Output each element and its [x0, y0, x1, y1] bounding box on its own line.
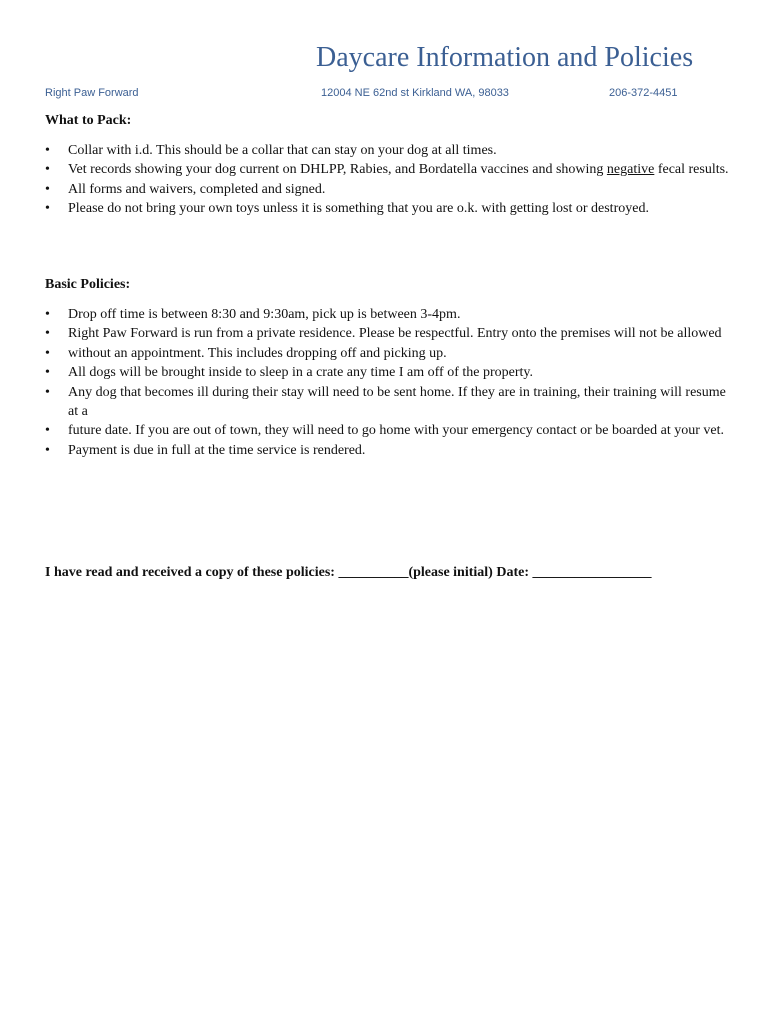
bullet-icon: • [45, 384, 50, 400]
list-item-text: All forms and waivers, completed and signed. [68, 181, 326, 197]
list-item [45, 344, 735, 363]
list-item [45, 199, 735, 218]
list-item-text: Vet records showing your dog current on DHLPP, Rabies, and Bordatella vaccines and showing [68, 162, 607, 178]
bullet-icon: • [45, 442, 50, 458]
acknowledgement-line: I have read and received a copy of these policies: __________(please initial) Date: _________________ [45, 565, 652, 580]
bullet-icon: • [45, 201, 50, 217]
list-item-text: Right Paw Forward is run from a private residence. Please be respectful. Entry onto the premises will not be allowed [68, 326, 722, 342]
bullet-icon: • [45, 162, 50, 178]
list-item-text: without an appointment. This includes dropping off and picking up. [68, 345, 447, 361]
list-item [45, 160, 735, 179]
bullet-icon: • [45, 423, 50, 439]
list-item-text: Drop off time is between 8:30 and 9:30am, pick up is between 3-4pm. [68, 307, 461, 322]
document-title: Daycare Information and Policies [316, 42, 694, 73]
list-item-text: Collar with i.d. This should be a collar that can stay on your dog at all times. [68, 143, 497, 158]
list-item-text: Payment is due in full at the time service is rendered. [68, 442, 366, 458]
underlined-word: negative [606, 162, 655, 178]
list-item [45, 305, 735, 324]
list-item-text: Any dog that becomes ill during their stay will need to be sent home. If they are in training, their training will resume at a [68, 384, 726, 420]
business-phone: 206-372-4451 [609, 87, 678, 99]
list-item [45, 324, 735, 343]
bullet-icon: • [45, 365, 50, 381]
basic-policies-heading: Basic Policies: [45, 277, 131, 292]
bullet-icon: • [45, 143, 50, 158]
list-item [45, 180, 735, 199]
list-item-text: Please do not bring your own toys unless it is something that you are o.k. with getting lost or destroyed. [68, 201, 649, 217]
bullet-icon: • [45, 307, 50, 322]
list-item [45, 141, 735, 160]
list-item [45, 383, 735, 422]
list-item [45, 421, 735, 440]
business-name: Right Paw Forward [45, 87, 139, 99]
bullet-icon: • [45, 181, 50, 197]
list-item [45, 363, 735, 382]
list-item-text: All dogs will be brought inside to sleep in a crate any time I am off of the property. [68, 365, 533, 381]
basic-policies-list [45, 305, 735, 460]
what-to-pack-heading: What to Pack: [45, 113, 132, 128]
list-item [45, 441, 735, 460]
list-item-text: fecal results. [654, 162, 729, 178]
bullet-icon: • [45, 345, 50, 361]
business-address: 12004 NE 62nd st Kirkland WA, 98033 [321, 87, 509, 99]
what-to-pack-list [45, 141, 735, 219]
list-item-text: future date. If you are out of town, they will need to go home with your emergency contact or be boarded at your vet. [68, 423, 724, 439]
bullet-icon: • [45, 326, 50, 342]
